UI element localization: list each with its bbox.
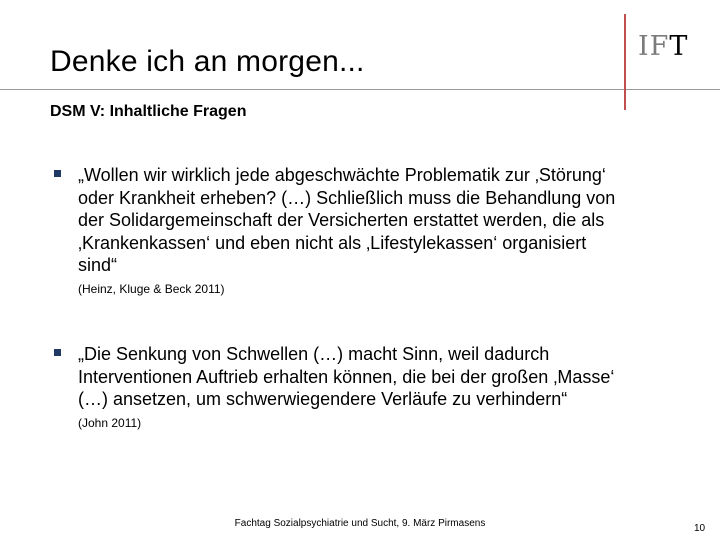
quote-line: (…) ansetzen, um schwerwiegendere Verläufe zu verhindern“ (78, 389, 568, 409)
header-accent-line (624, 14, 626, 110)
ift-logo (638, 31, 688, 63)
slide-footer: Fachtag Sozialpsychiatrie und Sucht, 9. März Pirmasens (234, 518, 486, 529)
quote-line: „Wollen wir wirklich jede abgeschwächte Problematik zur ‚Störung‘ (78, 165, 606, 185)
quote-text (78, 164, 698, 277)
citation: (John 2011) (78, 415, 142, 430)
page-number: 10 (694, 523, 706, 534)
quote-line: Interventionen Auftrieb erhalten können, die bei der großen ‚Masse‘ (78, 366, 615, 387)
slide-title: Denke ich an morgen... (50, 45, 365, 78)
quote-line: der Solidargemeinschaft der Versicherten erstattet werden, die als (78, 210, 605, 230)
header-divider (0, 89, 720, 90)
quote-line: oder Krankheit erheben? (…) Schließlich muss die Behandlung von (78, 187, 616, 208)
slide-subtitle: DSM V: Inhaltliche Fragen (50, 103, 247, 120)
square-bullet-icon (54, 349, 61, 356)
square-bullet-icon (54, 170, 61, 177)
citation: (Heinz, Kluge & Beck 2011) (78, 281, 225, 296)
bullet-item (78, 164, 698, 296)
quote-text (78, 343, 698, 411)
logo-text-dark: T (669, 31, 689, 62)
quote-line: sind“ (78, 255, 118, 275)
logo-text-gray: IF (638, 31, 670, 62)
quote-line: „Die Senkung von Schwellen (…) macht Sinn, weil dadurch (78, 344, 550, 364)
quote-line: ‚Krankenkassen‘ und eben nicht als ‚Lifestylekassen‘ organisiert (78, 232, 587, 253)
bullet-item (78, 343, 698, 430)
